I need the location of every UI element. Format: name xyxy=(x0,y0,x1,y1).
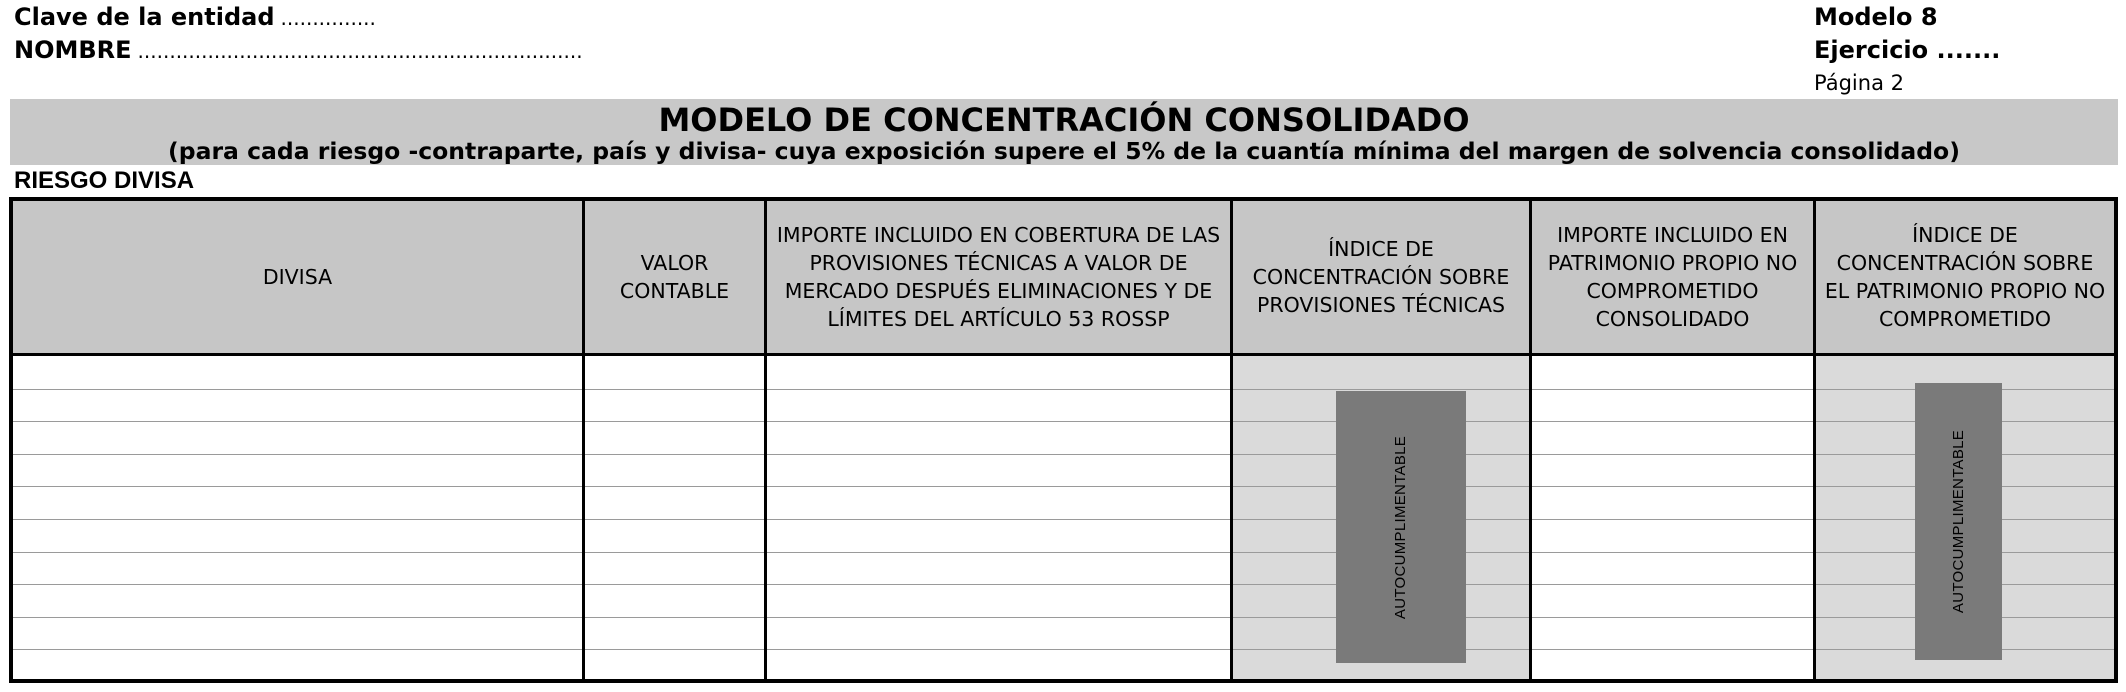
entity-name-label: NOMBRE xyxy=(14,36,132,64)
row-divider xyxy=(1532,421,1813,422)
title-banner xyxy=(10,99,2118,165)
auto-fill-stamp-text: AUTOCUMPLIMENTABLE xyxy=(1950,429,1967,614)
row-divider xyxy=(767,617,1230,618)
row-divider xyxy=(767,421,1230,422)
column-valor-contable xyxy=(585,201,767,679)
row-divider xyxy=(13,584,582,585)
row-divider xyxy=(585,552,764,553)
row-divider xyxy=(1532,454,1813,455)
row-divider xyxy=(585,519,764,520)
entity-name-field[interactable]: ...................................................................... xyxy=(137,39,583,63)
column-body[interactable] xyxy=(1532,356,1813,679)
section-label: RIESGO DIVISA xyxy=(14,167,195,194)
column-body[interactable] xyxy=(13,356,582,679)
column-header: ÍNDICE DE CONCENTRACIÓN SOBRE PROVISIONES TÉCNICAS xyxy=(1233,201,1529,356)
column-header: DIVISA xyxy=(13,201,582,356)
column-header: VALOR CONTABLE xyxy=(585,201,764,356)
column-header: IMPORTE INCLUIDO EN PATRIMONIO PROPIO NO COMPROMETIDO CONSOLIDADO xyxy=(1532,201,1813,356)
row-divider xyxy=(767,649,1230,650)
model-number: Modelo 8 xyxy=(1814,3,1938,31)
row-divider xyxy=(585,389,764,390)
row-divider xyxy=(13,617,582,618)
row-divider xyxy=(767,389,1230,390)
row-divider xyxy=(767,486,1230,487)
row-divider xyxy=(1532,584,1813,585)
column-body xyxy=(1816,356,2114,679)
row-divider xyxy=(1532,552,1813,553)
row-divider xyxy=(13,486,582,487)
row-divider xyxy=(767,552,1230,553)
row-divider xyxy=(1532,617,1813,618)
row-divider xyxy=(1233,389,1529,390)
column-divisa xyxy=(13,201,585,679)
form-subtitle: (para cada riesgo -contraparte, país y divisa- cuya exposición supere el 5% de la cuantía mínima del margen de solvencia consolidado) xyxy=(168,137,1960,165)
row-divider xyxy=(585,649,764,650)
row-divider xyxy=(1532,649,1813,650)
auto-fill-stamp-text: AUTOCUMPLIMENTABLE xyxy=(1392,435,1410,619)
form-title: MODELO DE CONCENTRACIÓN CONSOLIDADO xyxy=(658,101,1470,139)
row-divider xyxy=(767,584,1230,585)
row-divider xyxy=(13,454,582,455)
column-header: ÍNDICE DE CONCENTRACIÓN SOBRE EL PATRIMONIO PROPIO NO COMPROMETIDO xyxy=(1816,201,2114,356)
row-divider xyxy=(13,389,582,390)
column-indice-patrimonio xyxy=(1816,201,2114,679)
row-divider xyxy=(585,421,764,422)
row-divider xyxy=(585,486,764,487)
row-divider xyxy=(767,519,1230,520)
entity-key-label: Clave de la entidad xyxy=(14,3,275,31)
row-divider xyxy=(1532,389,1813,390)
row-divider xyxy=(585,454,764,455)
row-divider xyxy=(13,519,582,520)
column-header: IMPORTE INCLUIDO EN COBERTURA DE LAS PROVISIONES TÉCNICAS A VALOR DE MERCADO DESPUÉS ELIMINACIONES Y DE LÍMITES DEL ARTÍCULO 53 ROSSP xyxy=(767,201,1230,356)
page-number: Página 2 xyxy=(1814,71,1904,95)
row-divider xyxy=(1532,519,1813,520)
row-divider xyxy=(585,617,764,618)
column-body[interactable] xyxy=(585,356,764,679)
row-divider xyxy=(767,454,1230,455)
auto-fill-stamp xyxy=(1915,383,2002,660)
column-importe-patrimonio xyxy=(1532,201,1816,679)
column-importe-provisiones xyxy=(767,201,1233,679)
row-divider xyxy=(1532,486,1813,487)
auto-fill-stamp xyxy=(1336,391,1466,663)
exercise-field[interactable]: Ejercicio ....... xyxy=(1814,36,2001,64)
row-divider xyxy=(13,552,582,553)
row-divider xyxy=(13,649,582,650)
entity-name-line xyxy=(14,35,583,66)
row-divider xyxy=(13,421,582,422)
entity-key-line xyxy=(14,2,376,33)
concentration-table xyxy=(9,197,2118,683)
column-body[interactable] xyxy=(767,356,1230,679)
entity-key-field[interactable]: ............... xyxy=(280,6,376,30)
row-divider xyxy=(585,584,764,585)
column-body xyxy=(1233,356,1529,679)
column-indice-provisiones xyxy=(1233,201,1532,679)
